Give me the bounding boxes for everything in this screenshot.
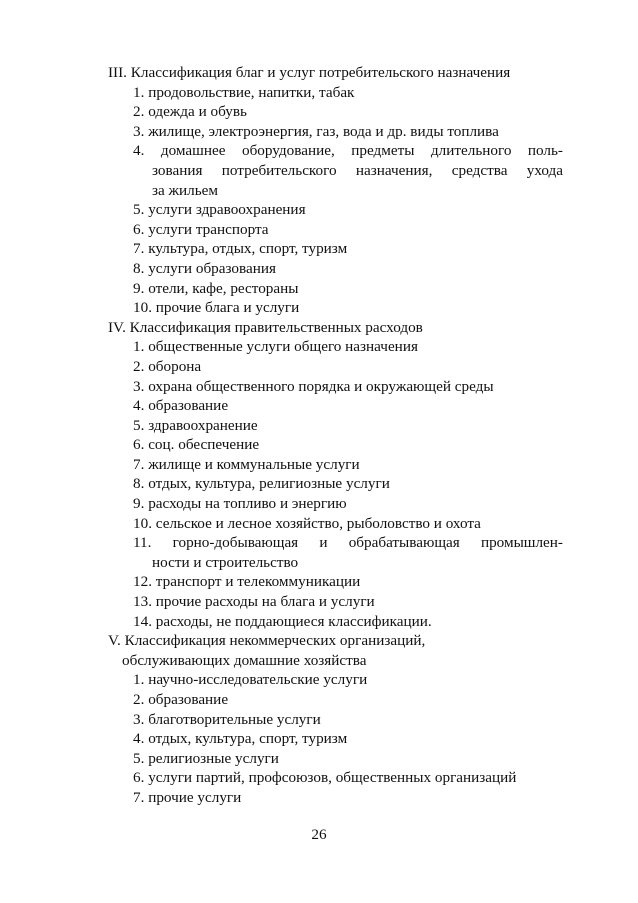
list-item-continuation: за жильем [152,181,219,199]
list-item: 1. научно-исследовательские услуги [133,671,368,689]
list-item: 4. домашнее оборудование, предметы длительного поль- [133,142,563,160]
list-item: 5. здравоохранение [133,416,258,434]
list-item-continuation: зования потребительского назначения, средства ухода [152,161,563,179]
list-item: 5. услуги здравоохранения [133,201,306,219]
list-item: 3. жилище, электроэнергия, газ, вода и др. виды топлива [133,122,499,140]
page-number: 26 [311,826,327,843]
list-item: 5. религиозные услуги [133,749,279,767]
list-item: 11. горно-добывающая и обрабатывающая промышлен- [133,534,563,552]
list-item: 9. отели, кафе, рестораны [133,279,299,297]
list-item: 8. отдых, культура, религиозные услуги [133,475,390,493]
list-item: 4. отдых, культура, спорт, туризм [133,730,348,748]
list-item: 13. прочие расходы на блага и услуги [133,593,375,611]
list-item: 7. прочие услуги [133,788,242,806]
list-item: 7. жилище и коммунальные услуги [133,455,360,473]
list-item: 7. культура, отдых, спорт, туризм [133,240,348,258]
list-item: 14. расходы, не поддающиеся классификации. [133,612,432,630]
list-item: 10. прочие блага и услуги [133,299,300,317]
list-item: 6. услуги транспорта [133,220,269,238]
list-item: 12. транспорт и телекоммуникации [133,573,361,591]
document-page [108,63,563,808]
list-item: 2. оборона [133,357,202,375]
list-item: 6. услуги партий, профсоюзов, общественных организаций [133,769,517,787]
list-item-continuation: ности и строительство [152,553,299,571]
list-item: 1. общественные услуги общего назначения [133,338,418,356]
list-item: 3. благотворительные услуги [133,710,321,728]
list-item: 3. охрана общественного порядка и окружающей среды [133,377,494,395]
section-heading: III. Классификация благ и услуг потребительского назначения [108,64,511,81]
list-item: 8. услуги образования [133,259,276,277]
section-heading-continuation: обслуживающих домашние хозяйства [122,651,367,669]
list-item: 2. одежда и обувь [133,103,247,121]
list-item: 1. продовольствие, напитки, табак [133,83,355,101]
list-item: 10. сельское и лесное хозяйство, рыболовство и охота [133,514,481,532]
list-item: 4. образование [133,397,229,415]
list-item: 6. соц. обеспечение [133,436,260,454]
section-heading: V. Классификация некоммерческих организаций, [108,632,426,650]
section-heading: IV. Классификация правительственных расходов [108,318,423,336]
list-item: 2. образование [133,691,229,708]
list-item: 9. расходы на топливо и энергию [133,495,347,513]
